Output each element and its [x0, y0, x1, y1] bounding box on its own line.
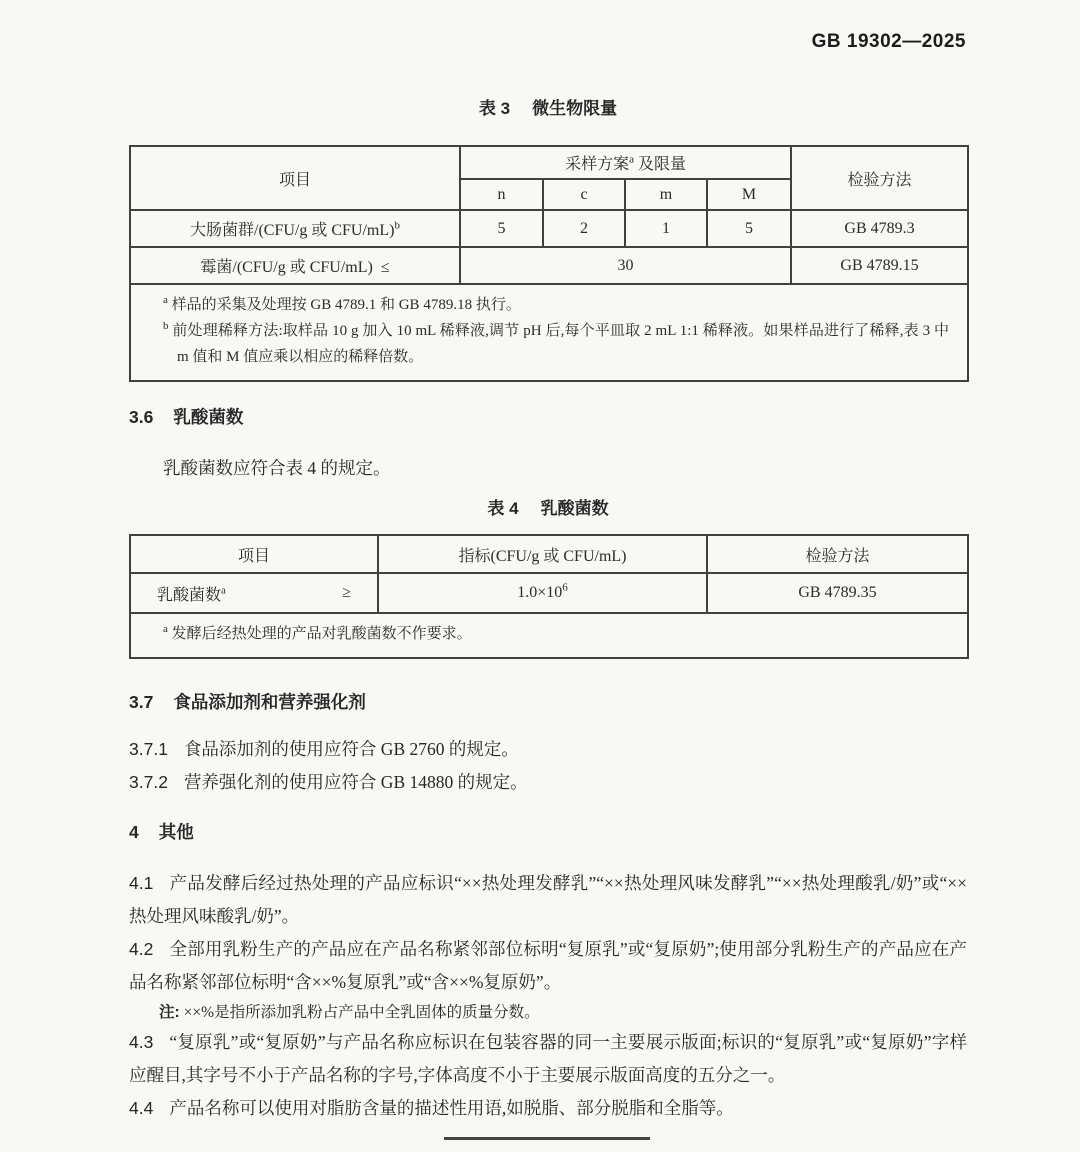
table3-row2-item: [130, 247, 460, 284]
table4-caption-label: 表 4: [487, 499, 519, 518]
clause-4-1-number: 4.1: [129, 873, 154, 893]
table3-subcol-m: m: [625, 179, 707, 210]
table4-value-exponent: 6: [562, 581, 568, 594]
table3-row2-value: 30: [460, 247, 791, 284]
table4-row1-value: [378, 573, 707, 613]
end-of-text-divider: [444, 1137, 650, 1140]
greater-equal-symbol: ≥: [342, 584, 351, 601]
clause-4-1: [129, 867, 967, 933]
table4-caption-title: 乳酸菌数: [540, 499, 609, 518]
section-4-number: 4: [129, 822, 139, 842]
table3-sampling-sup: a: [629, 153, 634, 166]
table3-row1-item-sup: b: [394, 219, 400, 232]
table3-row1-n: 5: [460, 210, 543, 247]
clause-3-7-2-number: 3.7.2: [129, 772, 168, 792]
table3-subcol-M: M: [707, 179, 791, 210]
table4-footnote-a: [151, 621, 949, 647]
table4-row1-item-text: [157, 582, 226, 605]
table3-caption: [129, 97, 967, 120]
clause-4-2-text: 全部用乳粉生产的产品应在产品名称紧邻部位标明“复原乳”或“复原奶”;使用部分乳粉生产的产品应在产品名称紧邻部位标明“含××%复原乳”或“含××%复原奶”。: [129, 939, 967, 992]
table4-row1-item-split: [135, 582, 373, 605]
section-4-title: 其他: [158, 822, 194, 842]
table4-item-label: 乳酸菌数: [157, 586, 222, 604]
clause-3-7-1-number: 3.7.1: [129, 739, 168, 759]
table3-row1-item: [130, 210, 460, 247]
table3-sampling-rest: 及限量: [633, 156, 686, 173]
clause-3-7-2-text: 营养强化剂的使用应符合 GB 14880 的规定。: [183, 772, 528, 792]
table3-footnote-b-text: 前处理稀释方法:取样品 10 g 加入 10 mL 稀释液,调节 pH 后,每个平皿取 2 mL 1:1 稀释液。如果样品进行了稀释,表 3 中 m 值和 M 值应乘以相应的稀释倍数。: [172, 323, 950, 365]
section-3-7-heading: [129, 689, 967, 715]
table3-row2-item-text: 霉菌/(CFU/g 或 CFU/mL): [200, 259, 373, 276]
table4-caption: [129, 497, 967, 520]
table4-item-sup: a: [221, 584, 226, 597]
table3-footnote-a: [151, 292, 949, 318]
table4-col-item: 项目: [130, 535, 378, 573]
clause-4-3-text: “复原乳”或“复原奶”与产品名称应标识在包装容器的同一主要展示版面;标识的“复原乳”或“复原奶”字样应醒目,其字号不小于产品名称的字号,字体高度不小于主要展示版面高度的五分之一。: [129, 1032, 967, 1085]
table4-footnotes: [130, 613, 968, 658]
section-4-heading: [129, 819, 967, 845]
section-3-6-number: 3.6: [129, 407, 154, 427]
table3-subcol-c: c: [543, 179, 625, 210]
clause-4-2-number: 4.2: [129, 939, 154, 959]
table4-footnote-a-text: 发酵后经热处理的产品对乳酸菌数不作要求。: [171, 626, 472, 642]
note-text: ××%是指所添加乳粉占产品中全乳固体的质量分数。: [183, 1004, 540, 1021]
table4-row1-item: [130, 573, 378, 613]
table3-sampling-text: 采样方案: [565, 156, 630, 173]
footnote-marker-a: a: [163, 294, 168, 306]
note-4-2: [159, 999, 967, 1026]
table3-row1-c: 2: [543, 210, 625, 247]
table-row: [130, 573, 968, 613]
table3-footnote-b: [151, 318, 949, 370]
table3-row1-m: 1: [625, 210, 707, 247]
clause-3-7-1-text: 食品添加剂的使用应符合 GB 2760 的规定。: [183, 739, 519, 759]
less-equal-symbol: ≤: [380, 259, 390, 276]
table4-row1-method: GB 4789.35: [707, 573, 968, 613]
table3-caption-title: 微生物限量: [532, 99, 618, 118]
table3-row1-item-text: 大肠菌群/(CFU/g 或 CFU/mL): [190, 222, 395, 239]
clause-3-7-1: [129, 733, 967, 766]
standard-number: GB 19302—2025: [811, 31, 966, 52]
table3-col-item: 项目: [130, 146, 460, 210]
table3-subcol-n: n: [460, 179, 543, 210]
section-3-7-number: 3.7: [129, 692, 154, 712]
clause-4-4-text: 产品名称可以使用对脂肪含量的描述性用语,如脱脂、部分脱脂和全脂等。: [169, 1098, 734, 1118]
clause-4-3: [129, 1026, 967, 1092]
table3-row1-M: 5: [707, 210, 791, 247]
section-3-6-heading: [129, 404, 967, 430]
clause-4-1-text: 产品发酵后经过热处理的产品应标识“××热处理发酵乳”“××热处理风味发酵乳”“××热处理酸乳/奶”或“××热处理风味酸乳/奶”。: [129, 873, 967, 926]
table4-lactic-acid-bacteria: [129, 534, 969, 659]
clause-3-6-body: 乳酸菌数应符合表 4 的规定。: [163, 458, 391, 478]
table3-col-sampling-limit: [460, 146, 791, 179]
table-row: [130, 210, 968, 247]
section-3-7-title: 食品添加剂和营养强化剂: [173, 692, 366, 712]
footnote-marker-a: a: [163, 623, 168, 635]
table3-footnotes: [130, 284, 968, 381]
table3-microbial-limits: [129, 145, 969, 382]
table4-col-index: 指标(CFU/g 或 CFU/mL): [378, 535, 707, 573]
table3-caption-label: 表 3: [478, 99, 511, 118]
clause-4-3-number: 4.3: [129, 1032, 154, 1052]
clause-4-4-number: 4.4: [129, 1098, 154, 1118]
table3-row1-method: GB 4789.3: [791, 210, 968, 247]
table4-value-base: 1.0×10: [517, 584, 563, 601]
clause-4-2: [129, 933, 967, 999]
table3-row2-method: GB 4789.15: [791, 247, 968, 284]
note-label: 注:: [159, 1004, 180, 1021]
table-row: [130, 247, 968, 284]
section-3-6-title: 乳酸菌数: [173, 407, 244, 427]
clause-4-4: [129, 1092, 967, 1125]
table3-footnote-a-text: 样品的采集及处理按 GB 4789.1 和 GB 4789.18 执行。: [171, 297, 521, 313]
footnote-marker-b: b: [163, 320, 169, 332]
clause-3-7-2: [129, 766, 967, 799]
table4-col-method: 检验方法: [707, 535, 968, 573]
table3-col-method: 检验方法: [791, 146, 968, 210]
content-column: [129, 97, 967, 1140]
